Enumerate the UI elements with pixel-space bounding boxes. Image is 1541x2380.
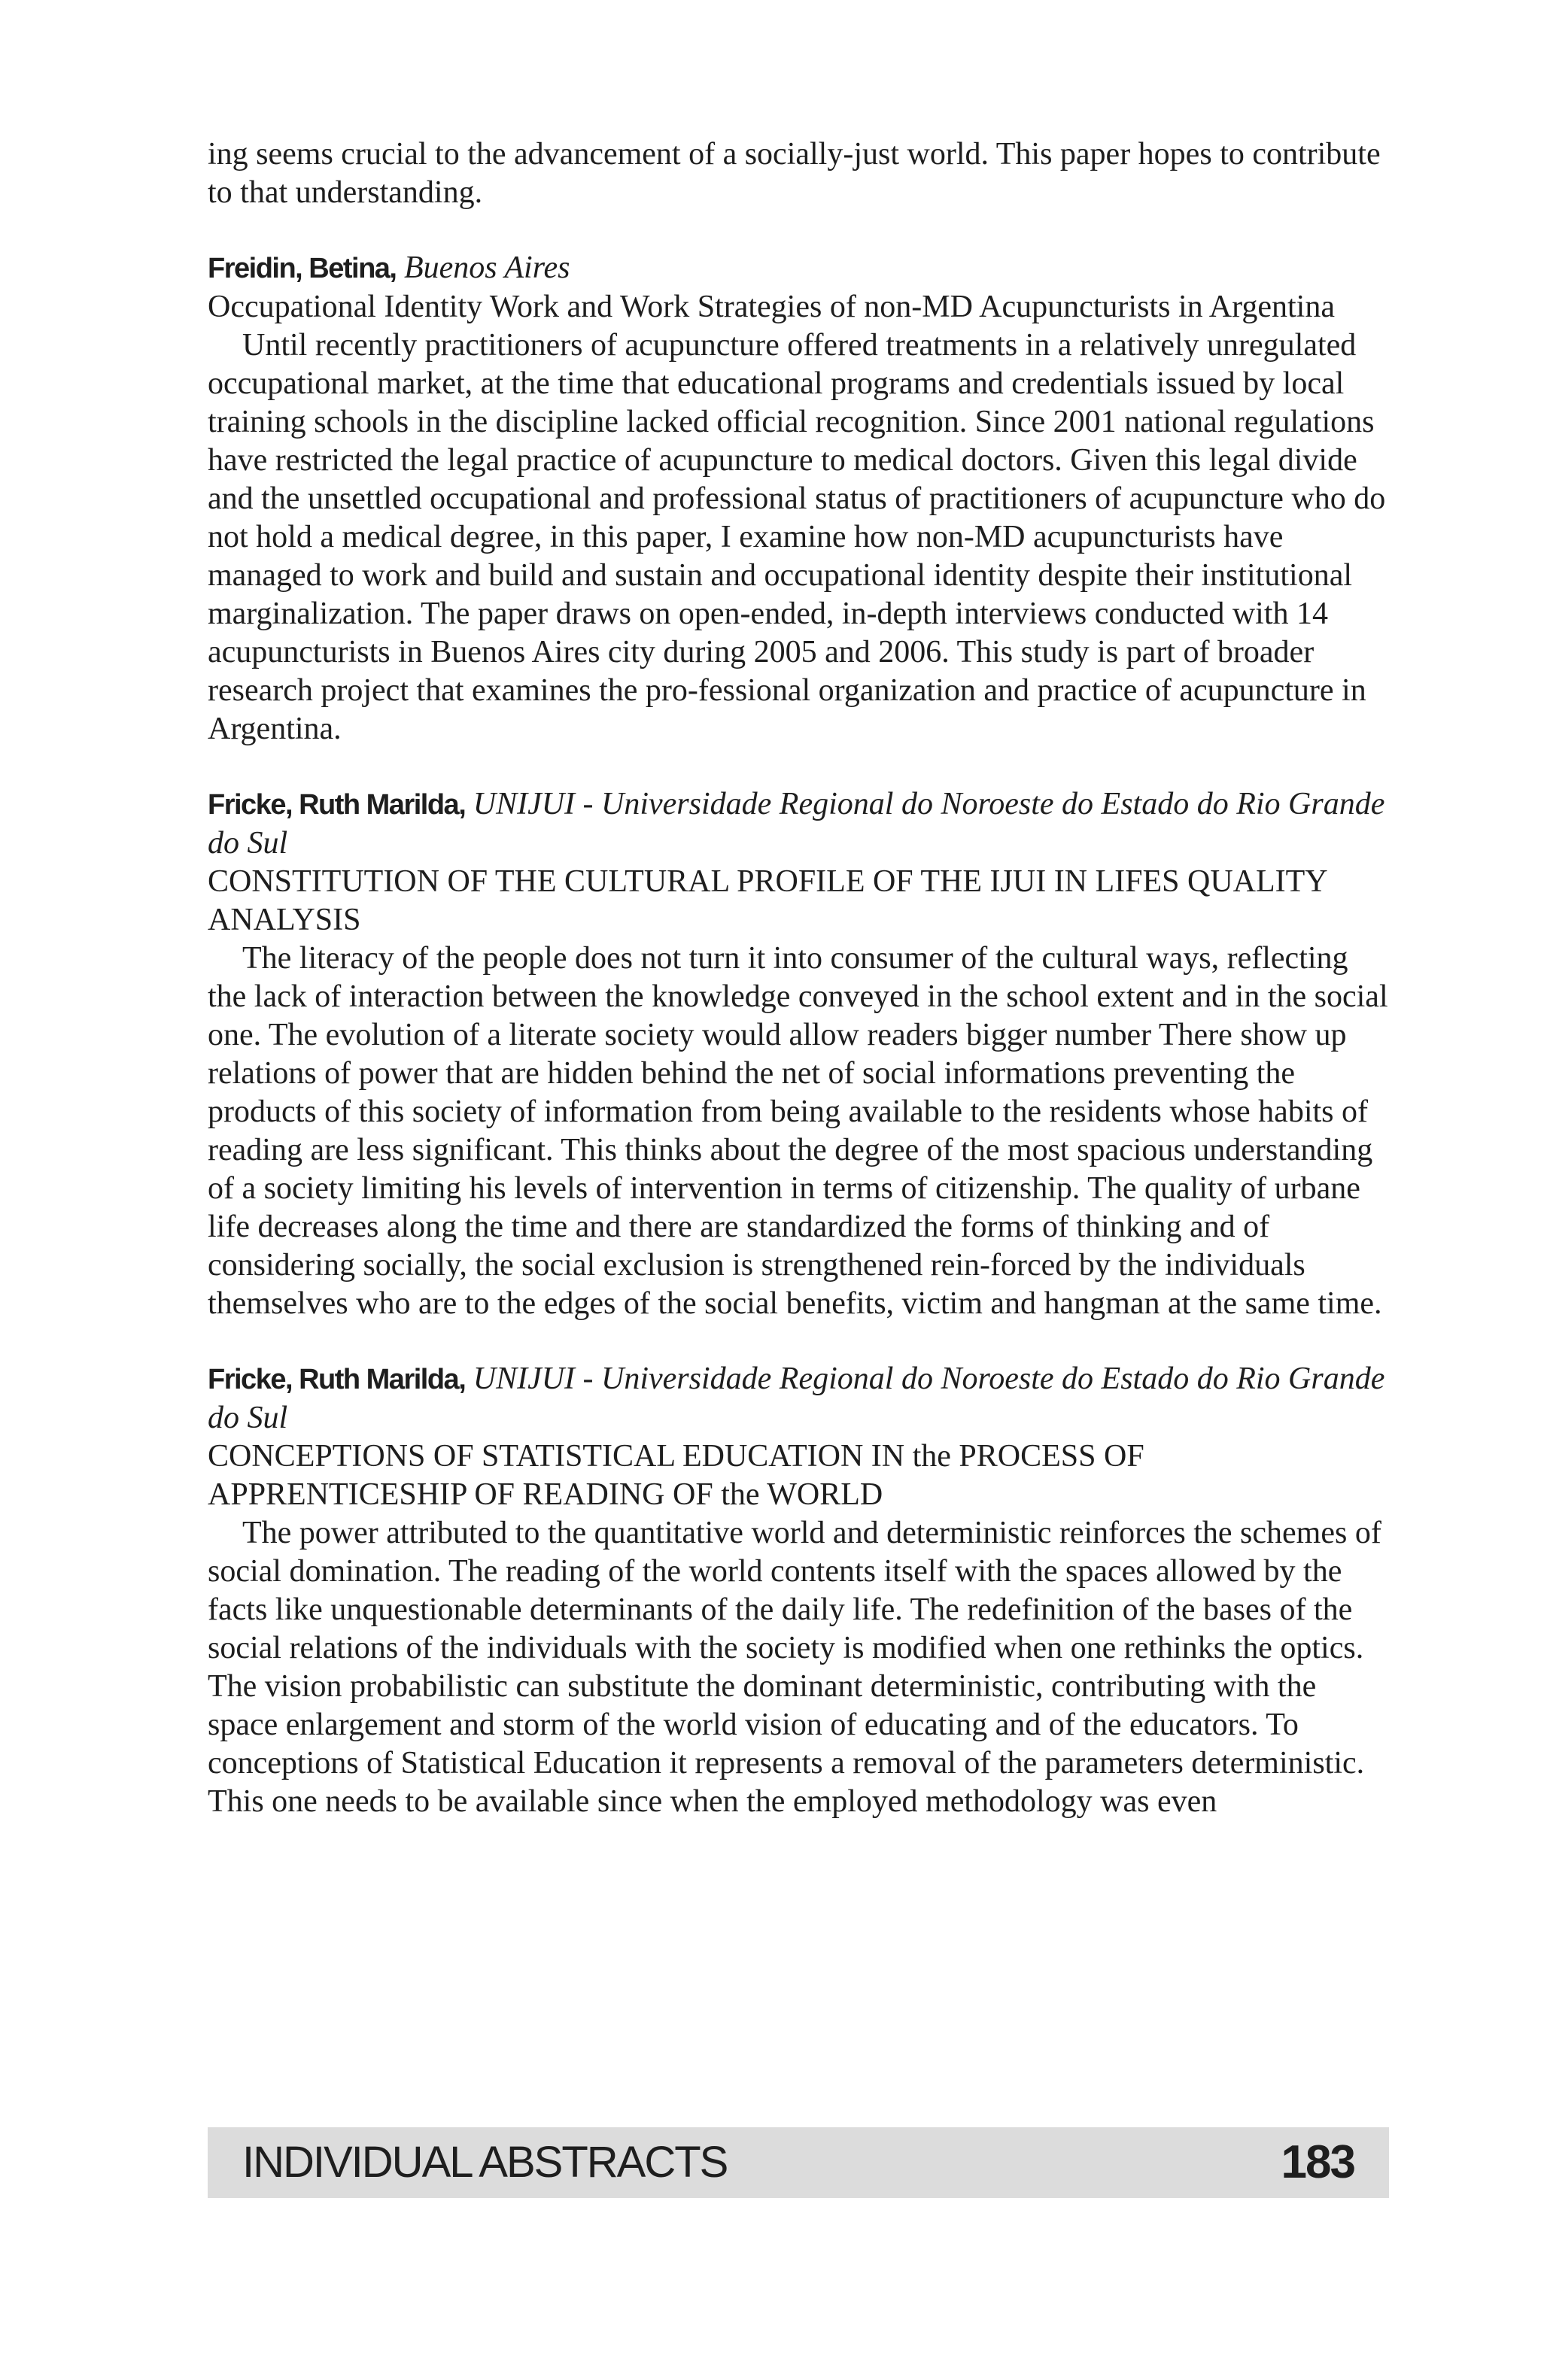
author-affiliation: Buenos Aires bbox=[403, 250, 570, 285]
author-line bbox=[208, 249, 1389, 288]
abstract-body: The power attributed to the quantitative world and deterministic reinforces the schemes of social domination. The reading of the world contents itself with the spaces allowed by the facts like unquestionable determinants of the daily life. The redefinition of the bases of the social relations of the individuals with the society is modified when one rethinks the optics. The vision probabilistic can substitute the dominant deterministic, contributing with the space enlargement and storm of the world vision of educating and of the educators. To conceptions of Statistical Education it represents a removal of the parameters deterministic. This one needs to be available since when the employed methodology was even bbox=[208, 1516, 1381, 1819]
author-name: Fricke, Ruth Marilda, bbox=[208, 1364, 466, 1395]
author-name: Fricke, Ruth Marilda, bbox=[208, 789, 466, 821]
abstract-title: CONSTITUTION OF THE CULTURAL PROFILE OF THE IJUI IN LIFES QUALITY ANALYSIS bbox=[208, 864, 1327, 937]
page-content bbox=[208, 135, 1389, 1821]
author-line bbox=[208, 1360, 1389, 1437]
abstract-entry-fricke-1 bbox=[208, 785, 1389, 1323]
abstract-title: Occupational Identity Work and Work Strategies of non-MD Acupuncturists in Argentina bbox=[208, 290, 1335, 324]
abstract-body: The literacy of the people does not turn it into consumer of the cultural ways, reflecting the lack of interaction between the knowledge conveyed in the school extent and in the social one. The evolution of a literate society would allow readers bigger number There show up relations of power that are hidden behind the net of social informations preventing the products of this society of information from being available to the residents whose habits of reading are less significant. This thinks about the degree of the most spacious understanding of a society limiting his levels of intervention in terms of citizenship. The quality of urbane life decreases along the time and there are standardized the forms of thinking and of considering socially, the social exclusion is strengthened rein-forced by the individuals themselves who are to the edges of the social benefits, victim and hangman at the same time. bbox=[208, 941, 1388, 1321]
page-footer bbox=[208, 2127, 1389, 2198]
abstract-body: Until recently practitioners of acupuncture offered treatments in a relatively unregulated occupational market, at the time that educational programs and credentials issued by local training schools in the discipline lacked official recognition. Since 2001 national regulations have restricted the legal practice of acupuncture to medical doctors. Given this legal divide and the unsettled occupational and professional status of practitioners of acupuncture who do not hold a medical degree, in this paper, I examine how non-MD acupuncturists have managed to work and build and sustain and occupational identity despite their institutional marginalization. The paper draws on open-ended, in-depth interviews conducted with 14 acupuncturists in Buenos Aires city during 2005 and 2006. This study is part of broader research project that examines the pro-fessional organization and practice of acupuncture in Argentina. bbox=[208, 328, 1386, 746]
section-label: INDIVIDUAL ABSTRACTS bbox=[242, 2138, 728, 2187]
page-number: 183 bbox=[1281, 2136, 1354, 2188]
abstract-entry-freidin bbox=[208, 249, 1389, 748]
author-affiliation: UNIJUI - Universidade Regional do Noroeste do Estado do Rio Grande do Sul bbox=[208, 787, 1385, 861]
author-name: Freidin, Betina, bbox=[208, 253, 397, 284]
author-line bbox=[208, 785, 1389, 863]
author-affiliation: UNIJUI - Universidade Regional do Noroeste do Estado do Rio Grande do Sul bbox=[208, 1362, 1385, 1435]
abstract-title: CONCEPTIONS OF STATISTICAL EDUCATION IN the PROCESS OF APPRENTICESHIP OF READING OF the WORLD bbox=[208, 1439, 1144, 1512]
abstract-entry-fricke-2 bbox=[208, 1360, 1389, 1821]
continuation-text: ing seems crucial to the advancement of a socially-just world. This paper hopes to contribute to that understanding. bbox=[208, 137, 1381, 210]
